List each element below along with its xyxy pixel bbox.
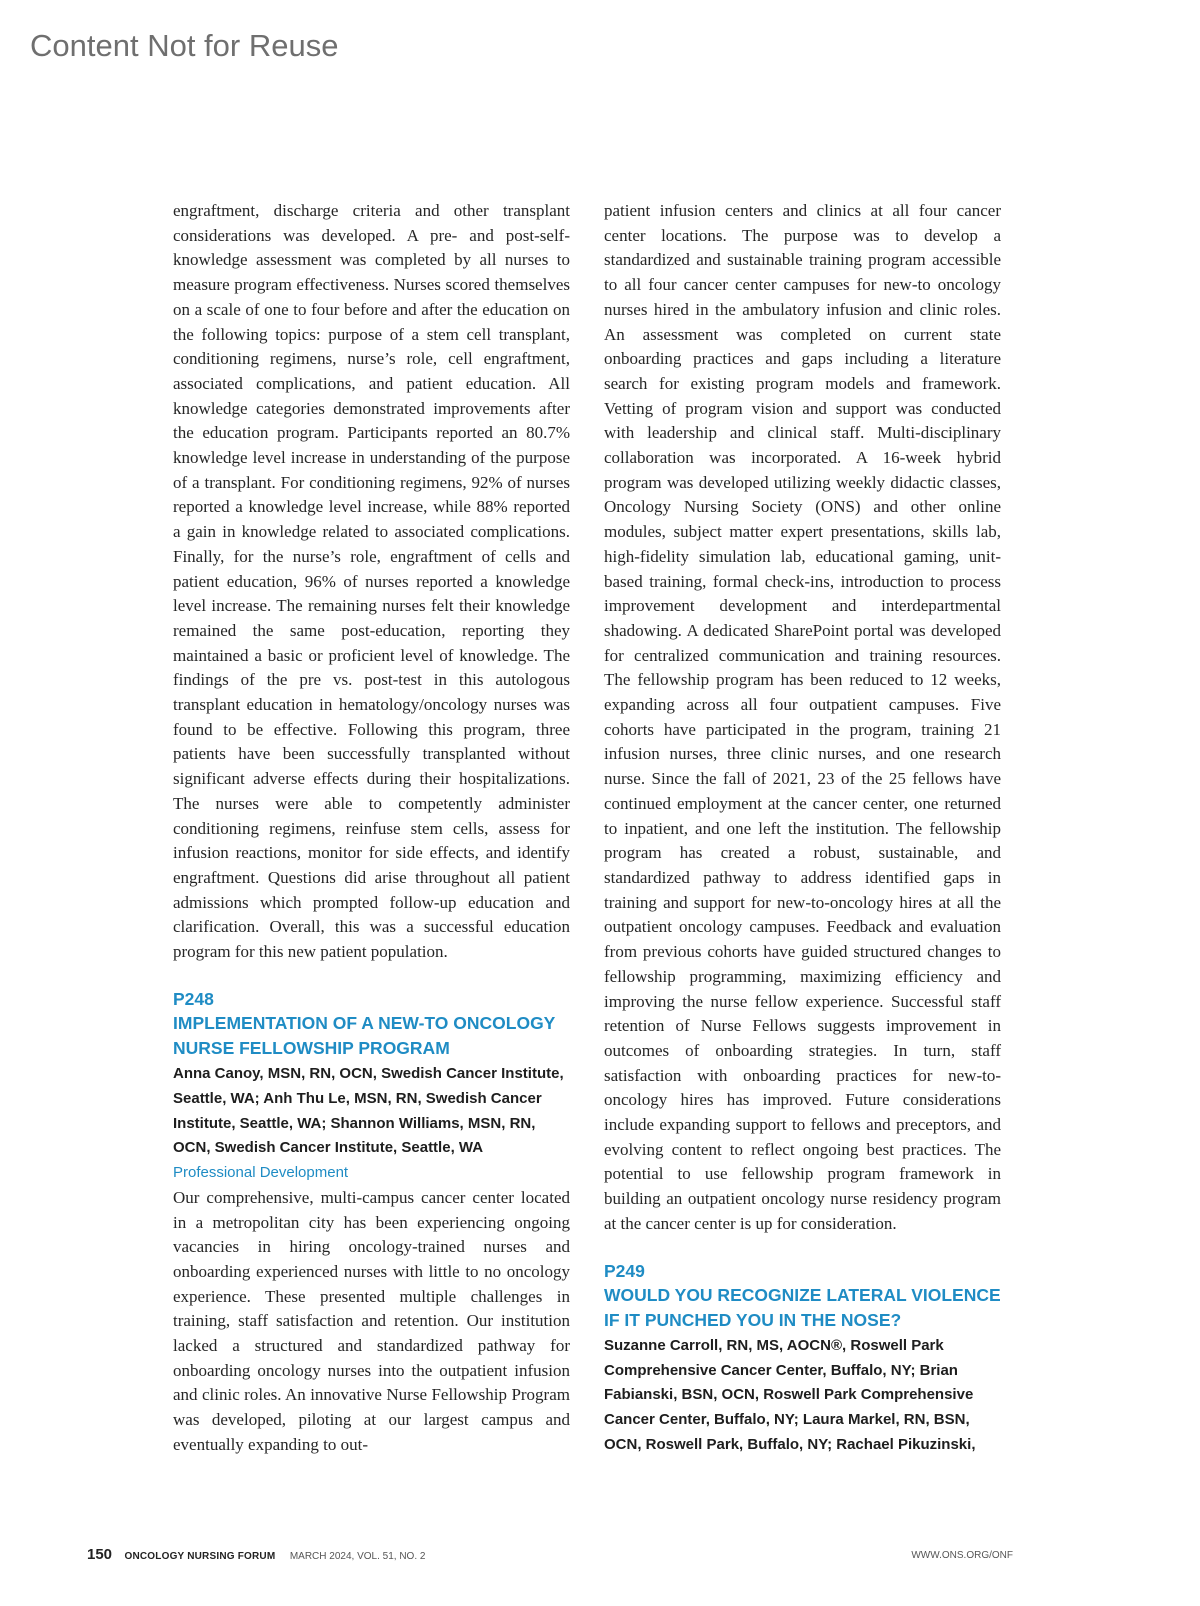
continued-paragraph: patient infusion centers and clinics at all four cancer center locations. The purpose was to develop a standardized and sustainable training program accessible to all four cancer center campuses for new-to oncology nurses hired in the ambulatory infusion and clinic roles. An assessment was completed on current state onboarding practices and gaps including a literature search for existing program models and framework. Vetting of program vision and support was conducted with leadership and clinical staff. Multi-disciplinary collaboration was incorporated. A 16-week hybrid program was developed utilizing weekly didactic classes, Oncology Nursing Society (ONS) and other online modules, subject matter expert presentations, skills lab, high-fidelity simulation lab, educational gaming, unit-based training, formal check-ins, introduction to process improvement development and interdepartmental shadowing. A dedicated SharePoint portal was developed for centralized communication and training resources. The fellowship program has been reduced to 12 weeks, expanding across all four outpatient campuses. Five cohorts have participated in the program, training 21 infusion nurses, three clinic nurses, and one research nurse. Since the fall of 2021, 23 of the 25 fellows have continued employment at the cancer center, one returned to inpatient, and one left the institution. The fellowship program has created a robust, sustainable, and standardized pathway to address identified gaps in training and support for new-to-oncology hires at all the outpatient oncology campuses. Feedback and evaluation from previous cohorts have guided structured changes to fellowship programming, maximizing efficiency and improving the nurse fellow experience. Successful staff retention of Nurse Fellows suggests improvement in outcomes of onboarding strategies. In turn, staff satisfaction with onboarding practices for new-to-oncology hires has improved. Future considerations include expanding support to fellows and preceptors, and evolving content to reflect ongoing best practices. The potential to use fellowship program framework in building an outpatient oncology nurse residency program at the cancer center is up for consideration. bbox=[604, 201, 1001, 1233]
abstract-p249 bbox=[604, 1259, 1001, 1458]
abstract-authors: Suzanne Carroll, RN, MS, AOCN®, Roswell Park Comprehensive Cancer Center, Buffalo, NY; Brian Fabianski, BSN, OCN, Roswell Park Comprehensive Cancer Center, Buffalo, NY; Laura Markel, RN, BSN, OCN, Roswell Park, Buffalo, NY; Rachael Pikuzinski, bbox=[604, 1337, 976, 1453]
abstract-id: P248 bbox=[173, 988, 214, 1009]
page-footer bbox=[87, 1546, 1013, 1564]
abstract-body: Our comprehensive, multi-campus cancer center located in a metropolitan city has been experiencing ongoing vacancies in hiring oncology-trained nurses and onboarding experienced nurses with little to no oncology experience. These presented multiple challenges in training, staff satisfaction and retention. Our institution lacked a structured and standardized pathway for onboarding oncology nurses into the outpatient infusion and clinic roles. An innovative Nurse Fellowship Program was developed, piloting at our largest campus and eventually expanding to out- bbox=[173, 1187, 570, 1454]
journal-name: ONCOLOGY NURSING FORUM bbox=[124, 1551, 276, 1562]
page-number: 150 bbox=[87, 1546, 113, 1563]
continued-paragraph: engraftment, discharge criteria and other transplant considerations was developed. A pre- and post-self-knowledge assessment was completed by all nurses to measure program effectiveness. Nurses scored themselves on a scale of one to four before and after the education on the following topics: purpose of a stem cell transplant, conditioning regimens, nurse’s role, cell engraftment, associated complications, and patient education. All knowledge categories demonstrated improvements after the education program. Participants reported an 80.7% knowledge level increase in understanding of the purpose of a transplant. For conditioning regimens, 92% of nurses reported a knowledge level increase, while 88% reported a gain in knowledge related to associated complications. Finally, for the nurse’s role, engraftment of cells and patient education, 96% of nurses reported a knowledge level increase. The remaining nurses felt their knowledge remained the same post-education, reporting they maintained a basic or proficient level of knowledge. The findings of the pre vs. post-test in this autologous transplant education in hematology/oncology nurses was found to be effective. Following this program, three patients have been successfully transplanted without significant adverse effects during their hospitalizations. The nurses were able to competently administer conditioning regimens, reinfuse stem cells, assess for infusion reactions, monitor for side effects, and identify engraftment. Questions did arise throughout all patient admissions which prompted follow-up education and clarification. Overall, this was a successful education program for this new patient population. bbox=[173, 201, 570, 962]
abstract-title: WOULD YOU RECOGNIZE LATERAL VIOLENCE IF IT PUNCHED YOU IN THE NOSE? bbox=[604, 1285, 1001, 1330]
abstract-category: Professional Development bbox=[173, 1164, 349, 1182]
journal-url: WWW.ONS.ORG/ONF bbox=[911, 1550, 1013, 1561]
abstract-authors: Anna Canoy, MSN, RN, OCN, Swedish Cancer Institute, Seattle, WA; Anh Thu Le, MSN, RN, Swedish Cancer Institute, Seattle, WA; Shannon Williams, MSN, RN, OCN, Swedish Cancer Institute, Seattle, WA bbox=[173, 1065, 564, 1157]
abstract-p248 bbox=[173, 987, 570, 1458]
watermark: Content Not for Reuse bbox=[30, 28, 339, 63]
issue-info: MARCH 2024, VOL. 51, NO. 2 bbox=[289, 1551, 426, 1562]
abstract-id: P249 bbox=[604, 1260, 645, 1281]
abstract-title: IMPLEMENTATION OF A NEW-TO ONCOLOGY NURSE FELLOWSHIP PROGRAM bbox=[173, 1013, 556, 1058]
left-column bbox=[173, 199, 570, 1458]
right-column bbox=[604, 199, 1001, 1458]
